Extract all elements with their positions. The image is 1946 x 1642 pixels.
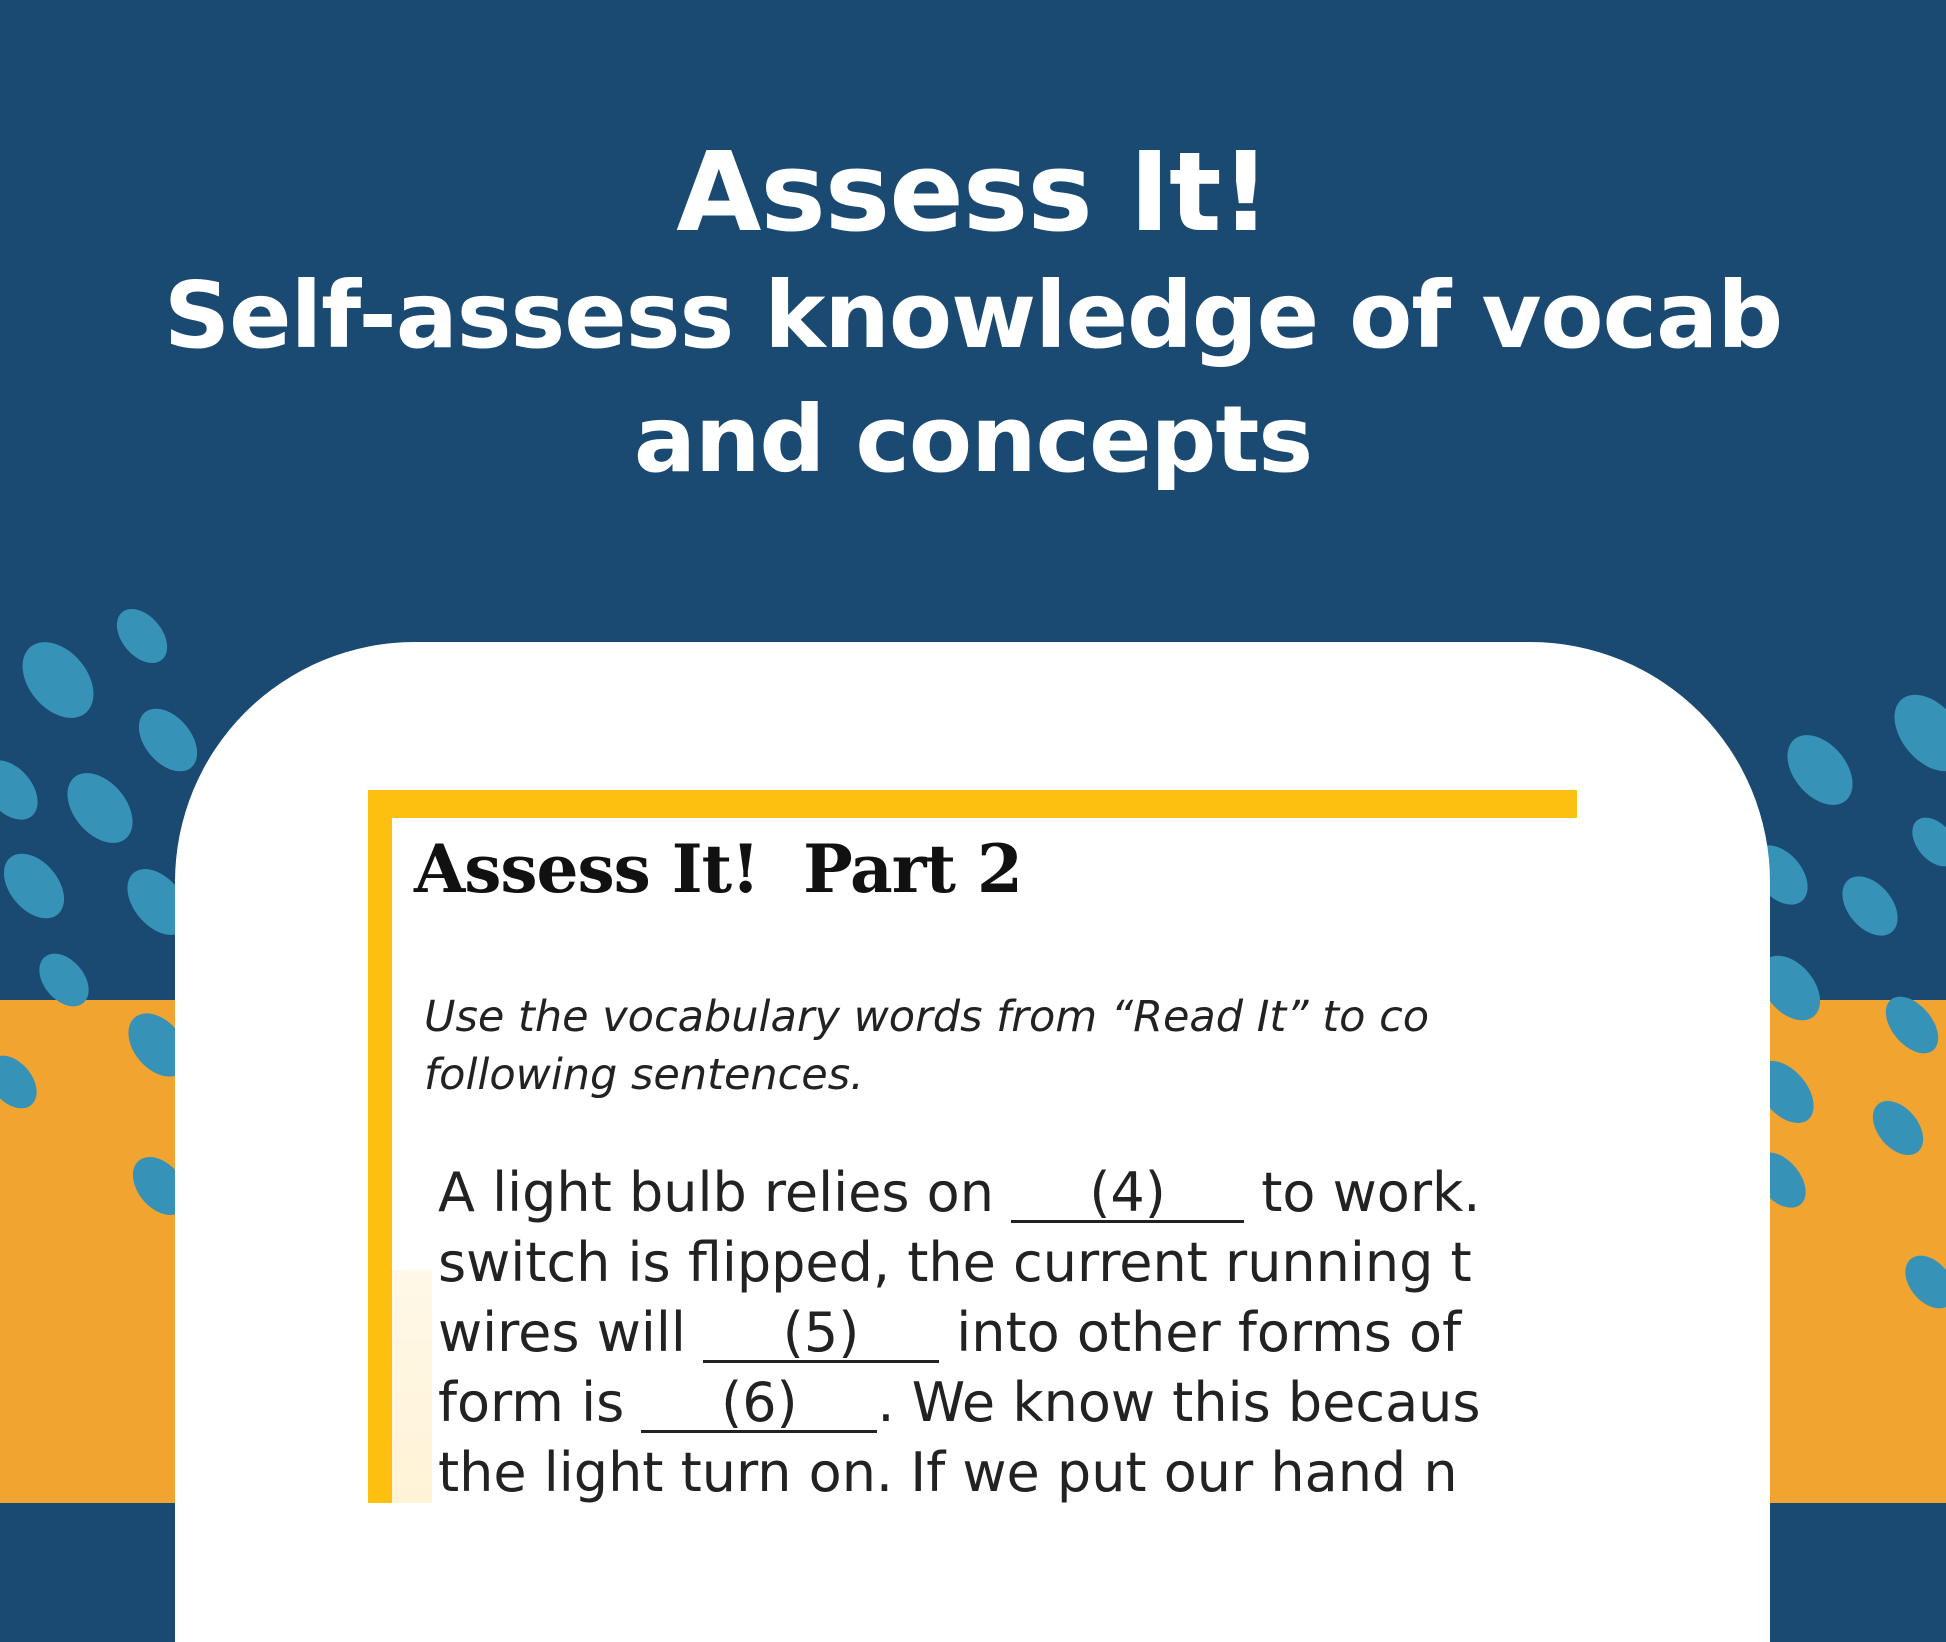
passage-line-2: switch is flipped, the current running t	[438, 1231, 1472, 1294]
blank-5: (5)	[703, 1306, 939, 1363]
passage-line-3	[438, 1298, 1577, 1368]
worksheet-left-border	[368, 790, 392, 1503]
passage-text: into other forms of	[939, 1301, 1462, 1364]
passage-line-4	[438, 1368, 1577, 1438]
page-subtitle-line-2: and concepts	[633, 386, 1313, 493]
worksheet-fade-strip	[392, 1270, 432, 1503]
page-heading	[0, 130, 1946, 502]
page-title: Assess It!	[676, 128, 1270, 256]
instructions-line-2: following sentences.	[424, 1050, 864, 1100]
blank-4: (4)	[1011, 1166, 1244, 1223]
worksheet-preview	[368, 790, 1577, 1503]
passage-text: A light bulb relies on	[438, 1161, 1012, 1224]
blank-6: (6)	[641, 1376, 877, 1433]
passage-text: to work.	[1244, 1161, 1481, 1224]
page-subtitle-line-1: Self-assess knowledge of vocab	[163, 262, 1783, 369]
passage-line-5: the light turn on. If we put our hand n	[438, 1441, 1458, 1503]
passage-text: wires will	[438, 1301, 704, 1364]
worksheet-instructions	[424, 988, 1577, 1104]
passage-line-1	[438, 1158, 1577, 1228]
worksheet-top-border	[368, 790, 1577, 818]
worksheet-title: Assess It! Part 2	[414, 830, 1022, 908]
instructions-line-1: Use the vocabulary words from “Read It” to co	[424, 992, 1430, 1042]
passage-text: form is	[438, 1371, 642, 1434]
passage-text: . We know this becaus	[877, 1371, 1481, 1434]
worksheet-passage	[438, 1158, 1577, 1503]
